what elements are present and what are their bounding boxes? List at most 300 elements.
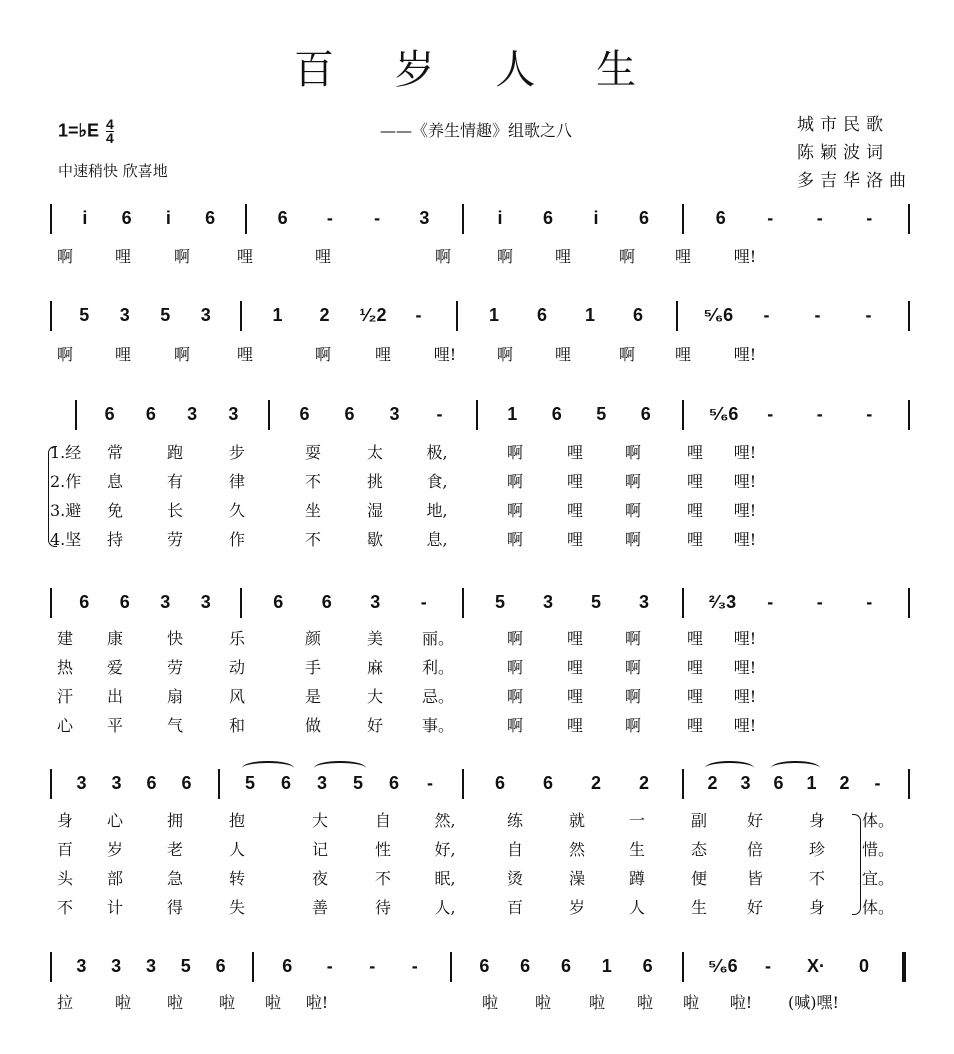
lyric-word: 手 — [304, 658, 321, 677]
lyric-word: 啊 — [506, 716, 523, 735]
lyric-word: 生 — [690, 898, 707, 917]
lyric-word: 啊 — [506, 443, 523, 462]
lyric-word: 不 — [374, 869, 391, 888]
note: 6 — [638, 208, 649, 228]
lyric-word: 哩 — [686, 472, 703, 491]
note: - — [767, 208, 774, 228]
lyric-word: 啊 — [624, 716, 641, 735]
note: - — [411, 956, 418, 976]
lyric-word: 哩 — [674, 247, 691, 266]
lyric-word: 啊 — [624, 629, 641, 648]
note: 3 — [638, 592, 649, 612]
lyric-word: 哩 — [686, 501, 703, 520]
lyric-word: 息, — [426, 530, 448, 549]
lyric-word: 风 — [228, 687, 245, 706]
slur — [242, 761, 294, 775]
verse-brace — [852, 814, 861, 915]
lyric-word: 啦 — [588, 993, 605, 1012]
lyric-word: 湿 — [366, 501, 383, 520]
lyric-word: 啦 — [636, 993, 653, 1012]
notes-row — [50, 956, 914, 986]
lyric-word: 免 — [106, 501, 123, 520]
barline — [218, 769, 220, 799]
barline — [676, 301, 678, 331]
note: 6 — [344, 404, 355, 424]
lyric-word: 态 — [690, 840, 707, 859]
lyric-word: 就 — [568, 811, 585, 830]
note: ⁵⁄₆6 — [708, 404, 739, 424]
lyric-line — [50, 837, 914, 861]
lyric-line — [50, 626, 914, 650]
note: 6 — [205, 208, 216, 228]
slur — [771, 761, 820, 775]
lyric-word: 哩 — [314, 247, 331, 266]
lyric-word: 和 — [228, 716, 245, 735]
note: 1 — [601, 956, 612, 976]
lyric-word: 身 — [808, 811, 825, 830]
barline — [245, 204, 247, 234]
lyric-word: 啊 — [506, 472, 523, 491]
note: 6 — [121, 208, 132, 228]
note: - — [874, 773, 881, 793]
note: 6 — [119, 592, 130, 612]
barline — [462, 769, 464, 799]
lyric-word: 哩 — [566, 501, 583, 520]
note: 6 — [551, 404, 562, 424]
notes-row — [50, 208, 914, 238]
note: 6 — [520, 956, 531, 976]
lyric-word: 啊 — [618, 345, 635, 364]
lyric-line — [50, 440, 914, 464]
lyric-line — [50, 713, 914, 737]
lyric-word: 坐 — [304, 501, 321, 520]
lyric-word: 百 — [56, 840, 73, 859]
barline — [908, 204, 910, 234]
note: 2 — [707, 773, 718, 793]
credit-genre: 城市民歌 — [797, 115, 889, 135]
lyric-word: 康 — [106, 629, 123, 648]
lyric-word: 哩! — [733, 629, 757, 648]
barline — [50, 204, 52, 234]
lyric-word: 哩 — [686, 658, 703, 677]
lyric-word: 哩 — [566, 687, 583, 706]
lyric-word: 啦 — [682, 993, 699, 1012]
lyric-word: 眠, — [434, 869, 456, 888]
note: 3 — [145, 956, 156, 976]
lyric-word: 热 — [56, 658, 73, 677]
lyric-word: 息 — [106, 472, 123, 491]
credit-lyricist: 陈颖波词 — [797, 143, 889, 163]
lyric-word: 哩 — [114, 345, 131, 364]
lyric-word: 事。 — [422, 716, 455, 735]
note: - — [816, 208, 823, 228]
lyric-word: 然 — [568, 840, 585, 859]
note: 3 — [740, 773, 751, 793]
lyric-word: 食, — [426, 472, 448, 491]
note: 6 — [632, 305, 643, 325]
note: - — [427, 773, 433, 793]
lyric-word: 哩 — [566, 530, 583, 549]
lyric-word: 久 — [228, 501, 245, 520]
note: 2 — [590, 773, 601, 793]
note: 6 — [280, 773, 291, 793]
lyric-word: 啊 — [624, 443, 641, 462]
note: 6 — [299, 404, 310, 424]
song-title: 百 岁 人 生 — [293, 47, 661, 93]
lyric-line — [50, 469, 914, 493]
note: 3 — [111, 773, 122, 793]
lyric-word: 哩 — [374, 345, 391, 364]
lyric-word: 快 — [166, 629, 183, 648]
note: 6 — [79, 592, 90, 612]
lyric-word: 大 — [366, 687, 383, 706]
lyric-word: 律 — [228, 472, 245, 491]
lyric-word: 平 — [106, 716, 123, 735]
lyric-word: 好 — [366, 716, 383, 735]
note: 3 — [111, 956, 122, 976]
note: 6 — [542, 773, 553, 793]
barline — [908, 769, 910, 799]
lyric-word: 人, — [434, 898, 456, 917]
lyric-word: 哩! — [433, 345, 457, 364]
lyric-word: 地, — [426, 501, 448, 520]
note: 6 — [104, 404, 115, 424]
lyric-word: 2.作 — [50, 472, 82, 491]
lyric-word: 哩 — [554, 345, 571, 364]
note: 3 — [316, 773, 327, 793]
lyric-word: 哩 — [566, 443, 583, 462]
lyric-line — [50, 684, 914, 708]
lyric-word: 极, — [426, 443, 448, 462]
lyric-line — [50, 498, 914, 522]
lyric-word: 乐 — [228, 629, 245, 648]
notes-row — [50, 404, 914, 434]
lyric-word: 啊 — [56, 247, 73, 266]
lyric-word: 爱 — [106, 658, 123, 677]
lyric-word: 作 — [228, 530, 245, 549]
lyric-word: 挑 — [366, 472, 383, 491]
note: i — [165, 208, 171, 228]
note: - — [763, 305, 770, 325]
lyric-word: 哩 — [236, 345, 253, 364]
note: 6 — [773, 773, 784, 793]
lyric-word: 啊 — [314, 345, 331, 364]
lyric-word: 记 — [311, 840, 328, 859]
lyric-word: 哩 — [566, 716, 583, 735]
note: - — [415, 305, 422, 325]
time-signature: $\frac{4}{4}$ — [106, 116, 114, 146]
lyric-word: 出 — [106, 687, 123, 706]
lyric-word: 忌。 — [422, 687, 455, 706]
note: - — [866, 404, 873, 424]
lyric-word: 倍 — [746, 840, 763, 859]
lyric-word: 身 — [808, 898, 825, 917]
note: 3 — [76, 773, 87, 793]
note: - — [814, 305, 821, 325]
lyric-word: 啊 — [496, 247, 513, 266]
lyric-word: 澡 — [568, 869, 585, 888]
lyric-word: 劳 — [166, 530, 183, 549]
note: ⁵⁄₆6 — [703, 305, 734, 325]
barline — [682, 769, 684, 799]
lyric-word: 美 — [366, 629, 383, 648]
lyric-word: 哩! — [733, 501, 757, 520]
note: - — [816, 404, 823, 424]
note: - — [765, 956, 771, 976]
lyric-word: 1.经 — [50, 443, 82, 462]
lyric-word: 建 — [56, 629, 73, 648]
barline — [50, 301, 52, 331]
note: 6 — [560, 956, 571, 976]
note: 6 — [542, 208, 553, 228]
note: 5 — [244, 773, 255, 793]
lyric-word: 步 — [228, 443, 245, 462]
lyric-word: 啦 — [481, 993, 498, 1012]
lyric-word: 啊 — [624, 658, 641, 677]
barline — [50, 588, 52, 618]
lyric-word: 啦 — [534, 993, 551, 1012]
lyric-word: 啊 — [624, 530, 641, 549]
lyric-word: 扇 — [166, 687, 183, 706]
lyric-word: 丽。 — [422, 629, 455, 648]
note: - — [436, 404, 443, 424]
lyric-word: 哩 — [686, 443, 703, 462]
lyric-word: 惜。 — [862, 840, 895, 859]
credit-composer: 多吉华洛曲 — [797, 171, 912, 191]
lyric-word: 抱 — [228, 811, 245, 830]
lyric-word: 头 — [56, 869, 73, 888]
note: 3 — [228, 404, 239, 424]
verse-brace — [48, 446, 57, 547]
barline — [252, 952, 254, 982]
note: 6 — [181, 773, 192, 793]
lyric-word: 长 — [166, 501, 183, 520]
notes-row — [50, 305, 914, 335]
barline — [240, 588, 242, 618]
lyric-word: 哩! — [733, 530, 757, 549]
lyric-word: 好, — [434, 840, 456, 859]
lyric-word: 善 — [311, 898, 328, 917]
lyric-word: 啊 — [624, 501, 641, 520]
lyric-word: 常 — [106, 443, 123, 462]
lyric-word: 哩 — [114, 247, 131, 266]
note: 3 — [200, 305, 211, 325]
lyric-word: 人 — [628, 898, 645, 917]
lyric-word: 蹲 — [628, 869, 645, 888]
lyric-word: 转 — [228, 869, 245, 888]
note: 6 — [321, 592, 332, 612]
lyric-word: 失 — [228, 898, 245, 917]
barline — [476, 400, 478, 430]
lyric-word: 啊 — [173, 345, 190, 364]
note: - — [866, 592, 873, 612]
lyric-word: 计 — [106, 898, 123, 917]
lyric-word: 哩! — [733, 472, 757, 491]
lyric-word: 4.坚 — [50, 530, 82, 549]
key-label: 1=♭E — [58, 120, 100, 141]
lyric-word: 不 — [304, 472, 321, 491]
lyric-word: 哩 — [566, 629, 583, 648]
lyric-word: 哩! — [733, 716, 757, 735]
lyric-line — [50, 342, 914, 366]
note: 6 — [640, 404, 651, 424]
lyric-word: 老 — [166, 840, 183, 859]
slur — [314, 761, 366, 775]
lyric-word: 啦 — [114, 993, 131, 1012]
lyric-word: 利。 — [422, 658, 455, 677]
lyric-word: 身 — [56, 811, 73, 830]
note: 6 — [273, 592, 284, 612]
lyric-word: 自 — [506, 840, 523, 859]
lyric-word: 部 — [106, 869, 123, 888]
note: 2 — [839, 773, 850, 793]
notes-row — [50, 592, 914, 622]
lyric-word: 哩 — [566, 472, 583, 491]
lyric-word: 百 — [506, 898, 523, 917]
note: i — [497, 208, 503, 228]
note: 3 — [187, 404, 198, 424]
lyric-word: 哩 — [686, 716, 703, 735]
lyric-word: 劳 — [166, 658, 183, 677]
lyric-word: 做 — [304, 716, 321, 735]
lyric-word: 啦 — [218, 993, 235, 1012]
key-signature — [58, 118, 114, 145]
note: 3 — [160, 592, 171, 612]
lyric-word: 心 — [106, 811, 123, 830]
lyric-word: 汗 — [56, 687, 73, 706]
note: 1 — [488, 305, 499, 325]
note: - — [374, 208, 381, 228]
lyric-word: 哩 — [236, 247, 253, 266]
barline — [50, 952, 52, 982]
lyric-word: 啊 — [506, 629, 523, 648]
lyric-word: 体。 — [862, 898, 895, 917]
note: 5 — [590, 592, 601, 612]
lyric-word: 自 — [374, 811, 391, 830]
tempo-marking: 中速稍快 欣喜地 — [58, 162, 168, 180]
note: 3 — [76, 956, 87, 976]
note: 3 — [370, 592, 381, 612]
lyric-word: 啊 — [624, 687, 641, 706]
lyric-word: 待 — [374, 898, 391, 917]
lyric-word: 人 — [228, 840, 245, 859]
barline — [682, 400, 684, 430]
note: 3 — [419, 208, 430, 228]
note: - — [326, 956, 333, 976]
lyric-word: 哩! — [733, 345, 757, 364]
note: 6 — [277, 208, 288, 228]
note: 6 — [494, 773, 505, 793]
lyric-word: 练 — [506, 811, 523, 830]
note: 6 — [388, 773, 399, 793]
note: 3 — [542, 592, 553, 612]
note: 3 — [119, 305, 130, 325]
barline — [682, 588, 684, 618]
lyric-word: 啊 — [624, 472, 641, 491]
lyric-word: 啊 — [506, 658, 523, 677]
barline — [908, 301, 910, 331]
note: - — [866, 208, 873, 228]
note: 6 — [145, 404, 156, 424]
lyric-line — [50, 527, 914, 551]
note: 6 — [146, 773, 157, 793]
lyric-word: 啊 — [506, 687, 523, 706]
lyric-word: 急 — [166, 869, 183, 888]
lyric-word: 性 — [374, 840, 391, 859]
note: 5 — [596, 404, 607, 424]
lyric-word: 啊 — [496, 345, 513, 364]
note: i — [593, 208, 599, 228]
lyric-word: 岁 — [106, 840, 123, 859]
lyric-line — [50, 244, 914, 268]
lyric-word: 哩 — [686, 687, 703, 706]
lyric-word: 哩 — [554, 247, 571, 266]
lyric-word: 啊 — [618, 247, 635, 266]
note: 3 — [200, 592, 211, 612]
barline — [462, 588, 464, 618]
note: 6 — [215, 956, 226, 976]
subtitle: ——《养生情趣》组歌之八 — [380, 121, 573, 140]
lyric-word: 啦 — [166, 993, 183, 1012]
lyric-word: 麻 — [366, 658, 383, 677]
lyric-word: 哩 — [566, 658, 583, 677]
lyric-word: 烫 — [506, 869, 523, 888]
lyric-word: 生 — [628, 840, 645, 859]
note: 1 — [806, 773, 817, 793]
note: - — [767, 404, 774, 424]
lyric-line — [50, 655, 914, 679]
lyric-word: 啦! — [729, 993, 753, 1012]
lyric-word: 一 — [628, 811, 645, 830]
note: 6 — [536, 305, 547, 325]
lyric-word: 歇 — [366, 530, 383, 549]
barline — [682, 204, 684, 234]
lyric-word: 不 — [304, 530, 321, 549]
lyric-word: 然, — [434, 811, 456, 830]
note: 5 — [352, 773, 363, 793]
note: 1 — [272, 305, 283, 325]
lyric-word: 副 — [690, 811, 707, 830]
lyric-word: 夜 — [311, 869, 328, 888]
lyric-word: 哩! — [733, 687, 757, 706]
note: X· — [807, 956, 825, 976]
lyric-word: 哩! — [733, 247, 757, 266]
note: ⁵⁄₆6 — [708, 956, 738, 976]
lyric-word: 3.避 — [50, 501, 82, 520]
lyric-word: 哩! — [733, 443, 757, 462]
lyric-word: 哩 — [674, 345, 691, 364]
lyric-word: 体。 — [862, 811, 895, 830]
lyric-word: 气 — [166, 716, 183, 735]
note: - — [420, 592, 427, 612]
note: 5 — [180, 956, 191, 976]
note: 2 — [638, 773, 649, 793]
lyric-word: 啦! — [305, 993, 329, 1012]
note: 6 — [715, 208, 726, 228]
lyric-word: 大 — [311, 811, 328, 830]
note: - — [816, 592, 823, 612]
note: - — [326, 208, 333, 228]
note: 2 — [319, 305, 330, 325]
note: 3 — [389, 404, 400, 424]
lyric-word: 得 — [166, 898, 183, 917]
lyric-word: 啦 — [264, 993, 281, 1012]
lyric-word: 有 — [166, 472, 183, 491]
lyric-word: 珍 — [808, 840, 825, 859]
lyric-word: 好 — [746, 811, 763, 830]
lyric-word: 好 — [746, 898, 763, 917]
lyric-word: 动 — [228, 658, 245, 677]
